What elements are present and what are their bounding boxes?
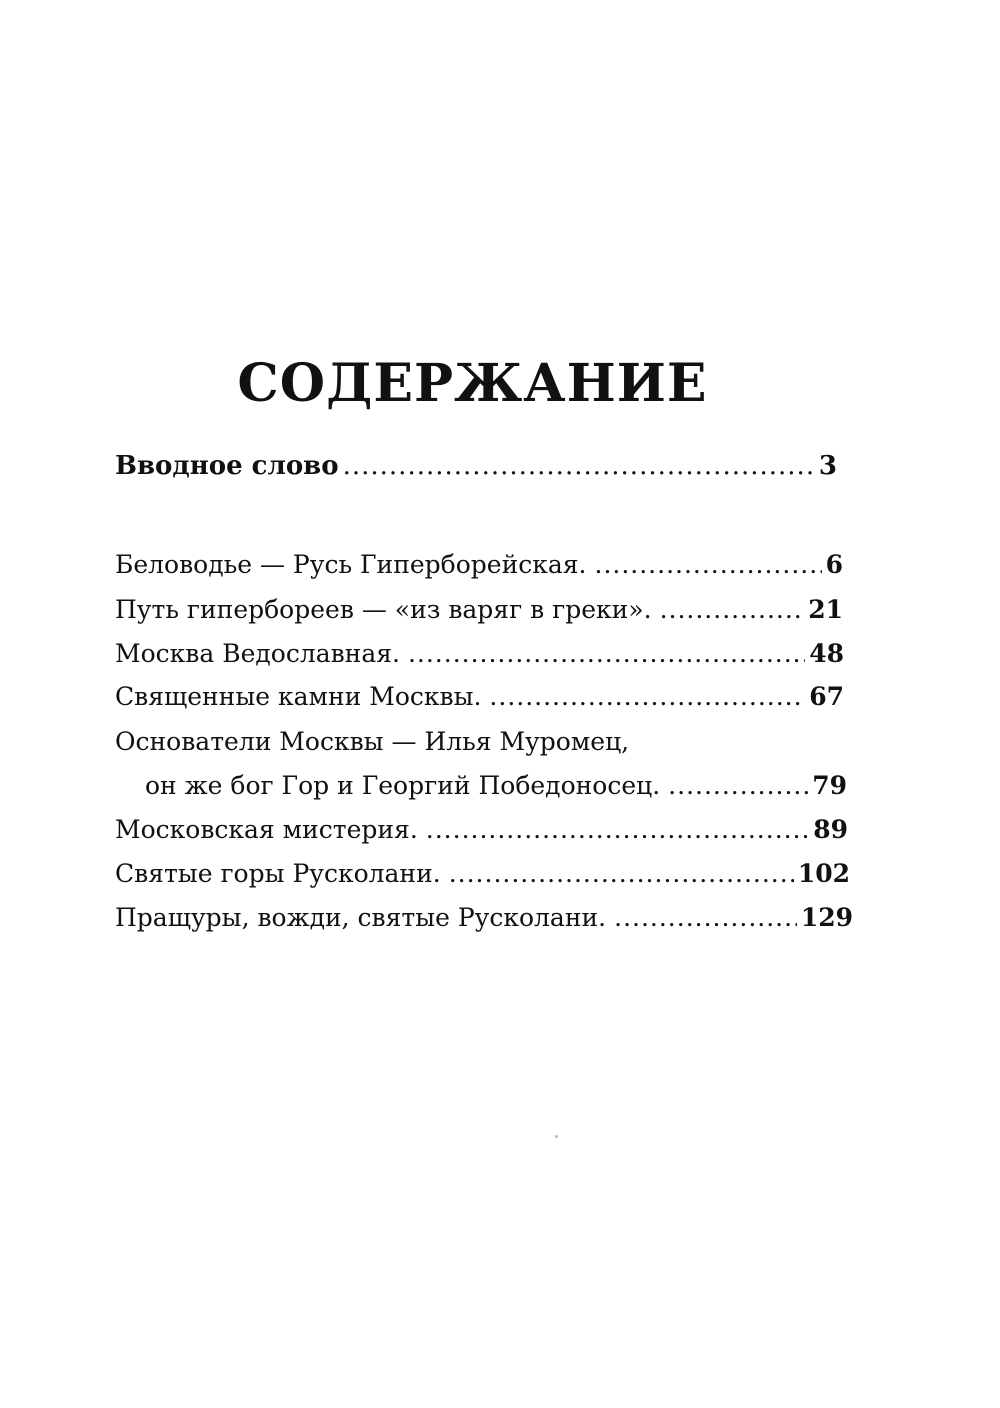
page-title: СОДЕРЖАНИЕ — [237, 353, 708, 414]
toc-page-number: 67 — [809, 682, 844, 711]
dot-leader — [343, 446, 815, 486]
toc-entry-label: Москва Ведославная. — [115, 639, 400, 668]
toc-entry-label: Святые горы Русколани. — [115, 859, 441, 888]
dot-leader — [449, 854, 794, 894]
toc-entry-label: он же бог Гор и Георгий Победоносец. — [145, 771, 661, 800]
toc-page-number: 48 — [809, 639, 844, 668]
toc-page-number: 129 — [800, 903, 853, 932]
toc-entry-label: Беловодье — Русь Гиперборейская. — [115, 550, 587, 579]
dot-leader — [660, 590, 805, 630]
toc-page-number: 102 — [797, 859, 850, 888]
toc-entry — [115, 634, 844, 674]
dot-leader — [489, 677, 805, 717]
toc-entry-label: Путь гипербореев — «из варяг в греки». — [115, 595, 652, 624]
dot-leader — [408, 634, 805, 674]
toc-entry — [115, 545, 843, 585]
toc-entry — [145, 766, 847, 806]
dot-leader — [614, 898, 797, 938]
scan-speck — [555, 1135, 558, 1138]
toc-entry — [115, 810, 848, 850]
toc-entry — [115, 854, 850, 894]
toc-entry-label: Пращуры, вожди, святые Русколани. — [115, 903, 607, 932]
toc-page-number: 3 — [818, 451, 837, 481]
toc-entry-label: Священные камни Москвы. — [115, 682, 482, 711]
toc-entry — [115, 898, 853, 938]
toc-entry — [115, 590, 843, 630]
toc-page-number: 21 — [808, 595, 843, 624]
toc-page-number: 6 — [825, 550, 843, 579]
toc-page-number: 79 — [812, 771, 847, 800]
toc-entry-label: Вводное слово — [115, 451, 339, 481]
toc-entry-first-line: Основатели Москвы — Илья Муромец, — [115, 727, 630, 756]
toc-entry — [115, 677, 844, 717]
dot-leader — [426, 810, 809, 850]
dot-leader — [668, 766, 808, 806]
dot-leader — [595, 545, 822, 585]
toc-entry-intro — [115, 446, 837, 486]
toc-page-number: 89 — [813, 815, 848, 844]
toc-entry-label: Московская мистерия. — [115, 815, 418, 844]
